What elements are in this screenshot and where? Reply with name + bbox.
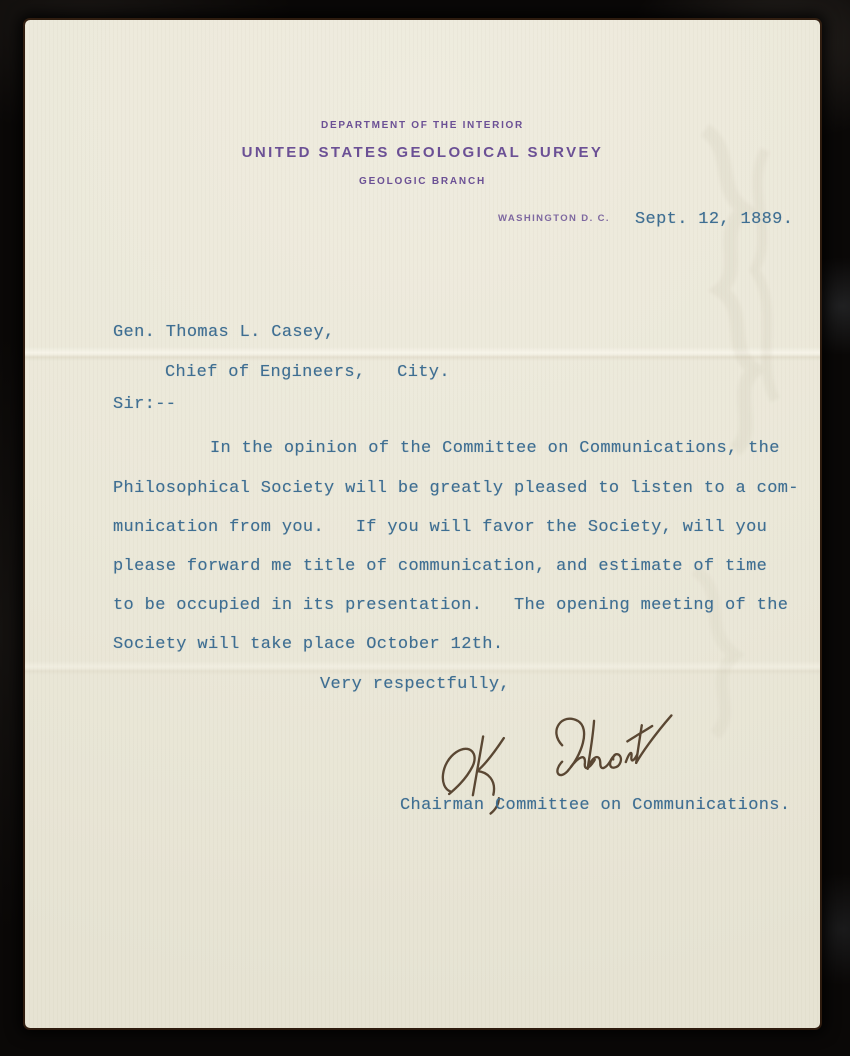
- body-line: In the opinion of the Committee on Communications, the: [210, 439, 780, 458]
- letterhead-place: WASHINGTON D. C.: [498, 213, 610, 224]
- letter-date: Sept. 12, 1889.: [635, 210, 794, 229]
- body-line: to be occupied in its presentation. The opening meeting of the: [113, 596, 789, 615]
- recipient-title: Chief of Engineers, City.: [165, 363, 450, 382]
- signature: [433, 702, 708, 807]
- body-line: Society will take place October 12th.: [113, 635, 504, 654]
- salutation: Sir:--: [113, 395, 177, 414]
- letter-page: [25, 20, 820, 1028]
- closing-line: Very respectfully,: [320, 675, 510, 694]
- ink-bleed-through: [675, 110, 805, 470]
- fold-crease-upper: [25, 347, 820, 361]
- fold-crease-lower: [25, 661, 820, 675]
- signer-title: Chairman Committee on Communications.: [400, 796, 791, 815]
- body-line: munication from you. If you will favor the Society, will you: [113, 518, 768, 537]
- letterhead-agency: UNITED STATES GEOLOGICAL SURVEY: [241, 144, 604, 161]
- body-line: Philosophical Society will be greatly pleased to listen to a com-: [113, 479, 799, 498]
- body-line: please forward me title of communication, and estimate of time: [113, 557, 768, 576]
- letterhead-branch: GEOLOGIC BRANCH: [359, 176, 486, 187]
- letterhead-department: DEPARTMENT OF THE INTERIOR: [321, 120, 524, 131]
- recipient-name: Gen. Thomas L. Casey,: [113, 323, 335, 342]
